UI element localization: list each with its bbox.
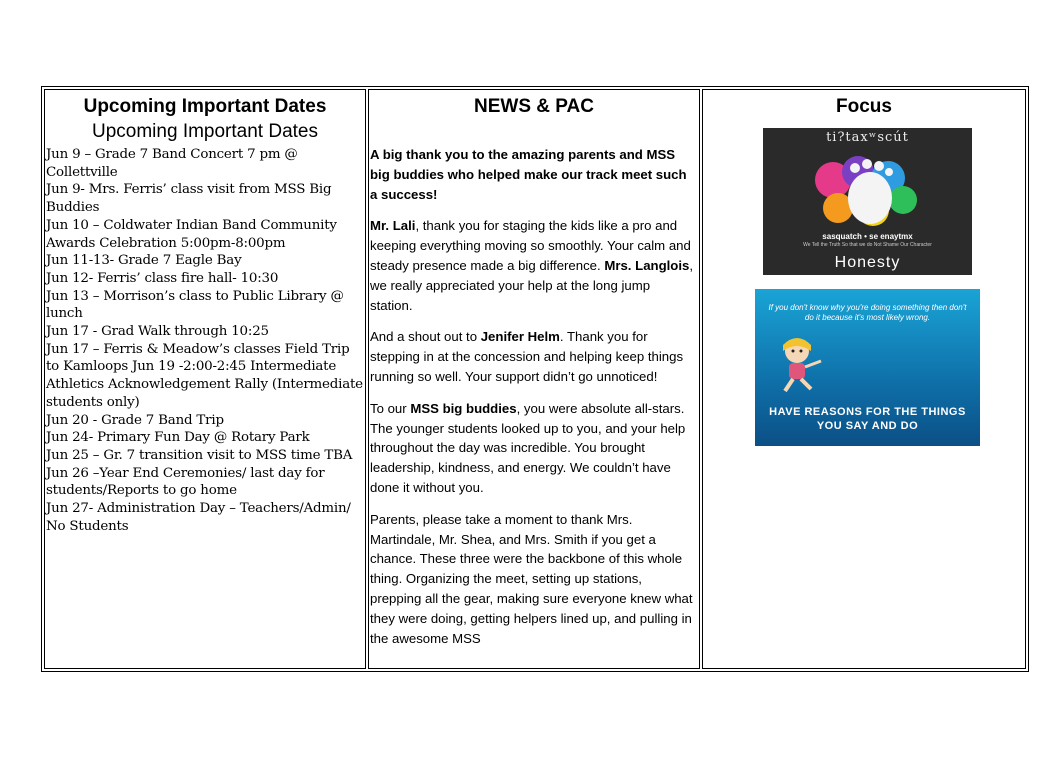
news-text: . Thank you for stepping in at the concession and helping keep things running so well. Your support didn’t go unnoticed! (370, 329, 684, 384)
news-text: , we really appreciated your help at the long jump station. (370, 257, 694, 313)
name-highlight: MSS big buddies (410, 400, 517, 416)
news-body (369, 145, 699, 648)
honesty-poster (763, 128, 972, 275)
name-highlight: Mrs. Langlois (604, 257, 690, 273)
date-item: Jun 25 – Gr. 7 transition visit to MSS time TBA (46, 447, 353, 463)
dates-title: Upcoming Important Dates (83, 96, 327, 117)
date-item: Jun 20 - Grade 7 Band Trip (46, 412, 224, 428)
news-title: NEWS & PAC (474, 96, 594, 117)
date-item: Jun 17 - Grad Walk through 10:25 (46, 324, 269, 340)
poster-tagline: HAVE REASONS FOR THE THINGS YOU SAY AND DO (769, 406, 966, 432)
focus-title: Focus (836, 96, 892, 117)
poster-heading: ti?taxʷscút (826, 130, 909, 145)
news-text: , thank you for staging the kids like a pro and keeping everything moving so smoothly. Your calm and steady presence made a big difference. (370, 218, 691, 273)
news-column (368, 89, 700, 669)
news-text: And a shout out to (370, 329, 481, 345)
reasons-poster (755, 289, 980, 446)
news-lead: A big thank you to the amazing parents and MSS big buddies who helped make our track meet such a success! (370, 147, 687, 202)
date-item: Jun 24- Primary Fun Day @ Rotary Park (46, 430, 310, 446)
cartoon-girl-icon (767, 333, 837, 395)
news-paragraph (370, 399, 695, 498)
focus-column (702, 89, 1026, 669)
news-text: , you were absolute all-stars. The younger students looked up to you, and your help throughout the day was incredible. You brought leadership, kindness, and energy. We couldn’t have done it without you. (370, 400, 686, 495)
name-highlight: Mr. Lali (370, 218, 416, 234)
date-item: Jun 13 – Morrison’s class to Public Library @ lunch (46, 288, 344, 322)
dates-column (44, 89, 366, 669)
news-paragraph: Parents, please take a moment to thank Mrs. Martindale, Mr. Shea, and Mrs. Smith if you get a chance. These three were the backbone of this whole thing. Organizing the meet, setting up stations, prepping all the gear, making sure everyone knew what they were doing, getting helpers lined up, and pulling in the awesome MSS (370, 511, 693, 646)
poster-quote: If you don't know why you're doing something then don't do it because it's most likely wrong. (768, 303, 967, 322)
poster-line: sasquatch • se enaytmx (822, 232, 913, 241)
date-item: Jun 10 – Coldwater Indian Band Community Awards Celebration 5:00pm-8:00pm (46, 217, 337, 251)
date-item: Jun 12- Ferris’ class fire hall- 10:30 (46, 270, 279, 286)
news-text: To our (370, 400, 411, 416)
date-item: Jun 26 –Year End Ceremonies/ last day for students/Reports to go home (46, 465, 325, 499)
date-item: Jun 27- Administration Day – Teachers/Admin/ No Students (46, 501, 351, 534)
poster-word: Honesty (834, 254, 901, 271)
paint-splash-footprint-icon (803, 150, 933, 230)
news-paragraph (370, 327, 695, 386)
dates-list (46, 146, 365, 535)
date-item: Jun 11-13- Grade 7 Eagle Bay (46, 253, 242, 269)
dates-subtitle: Upcoming Important Dates (92, 121, 318, 142)
newsletter-table (41, 86, 1029, 672)
date-item: Jun 17 – Ferris & Meadow’s classes Field Trip to Kamloops Jun 19 -2:00-2:45 Intermediate Athletics Acknowledgement Rally (Intermediate students only) (46, 341, 363, 410)
poster-small-line: We Tell the Truth So that we do Not Shame Our Character (803, 242, 932, 248)
date-item: Jun 9 – Grade 7 Band Concert 7 pm @ Collettville (46, 147, 298, 180)
news-paragraph (370, 216, 695, 315)
name-highlight: Jenifer Helm (480, 329, 560, 345)
date-item: Jun 9- Mrs. Ferris’ class visit from MSS Big Buddies (46, 182, 332, 216)
